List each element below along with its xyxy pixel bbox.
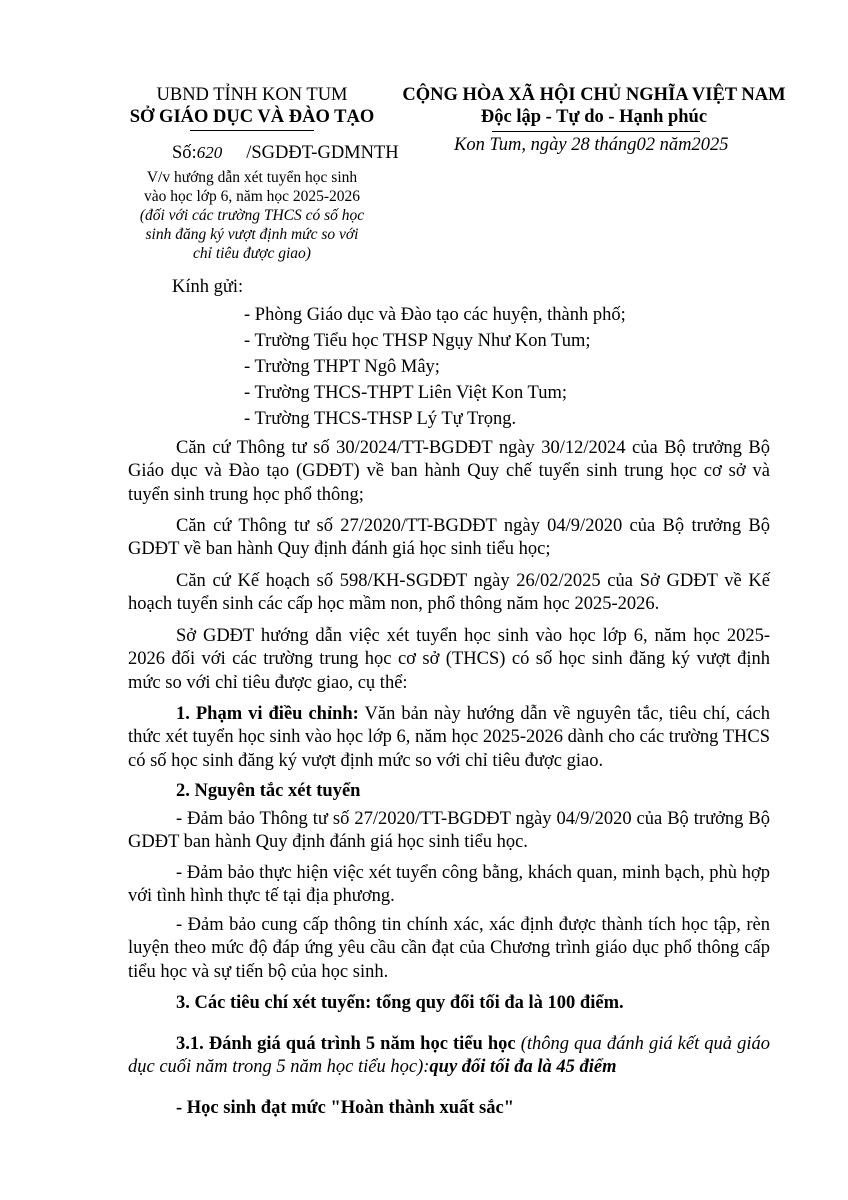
section-3-title: 3. Các tiêu chí xét tuyển: tổng quy đổi tối đa là 100 điểm. <box>176 993 624 1013</box>
subject-line-4: sinh đăng ký vượt định mức so với <box>145 226 359 243</box>
recipient-item: - Trường THCS-THPT Liên Việt Kon Tum; <box>244 383 567 403</box>
section-3-1-title: 3.1. Đánh giá quá trình 5 năm học tiểu học <box>176 1034 516 1054</box>
greeting: Kính gửi: <box>172 277 244 297</box>
section-2-title: 2. Nguyên tắc xét tuyển <box>176 781 361 801</box>
date-year-label: năm <box>659 135 692 155</box>
motto-underline <box>492 131 700 132</box>
section-2-bullet-2: - Đảm bảo thực hiện việc xét tuyển công bằng, khách quan, minh bạch, phù hợp với tình hình thực tế tại địa phương. <box>128 863 770 907</box>
paragraph-guidance-intro: Sở GDĐT hướng dẫn việc xét tuyển học sinh vào học lớp 6, năm học 2025-2026 đối với các trường trung học cơ sở (THCS) có số học sinh đăng ký vượt định mức so với chỉ tiêu được giao, cụ thể: <box>128 626 770 693</box>
section-2-bullet-3: - Đảm bảo cung cấp thông tin chính xác, xác định được thành tích học tập, rèn luyện theo mức độ đáp ứng yêu cầu cần đạt của Chương trình giáo dục phổ thông cấp tiểu học và sự tiến bộ của học sinh. <box>128 915 770 982</box>
date-month-label: tháng <box>594 135 637 155</box>
national-motto <box>386 84 802 128</box>
recipient-item: - Trường Tiểu học THSP Ngụy Như Kon Tum; <box>244 331 591 351</box>
section-1-text: Văn bản này hướng dẫn về nguyên tắc, tiêu chí, cách thức xét tuyển học sinh vào học lớp 6, năm học 2025-2026 dành cho các trường THCS có số học sinh đăng ký vượt định mức so với chỉ tiêu được giao. <box>128 704 771 771</box>
section-3-1-note: (thông qua đánh giá kết quả giáo dục cuối năm trong 5 năm học tiểu học): <box>128 1034 770 1078</box>
section-2-bullet-1: - Đảm bảo Thông tư số 27/2020/TT-BGDĐT ngày 04/9/2020 của Bộ trưởng Bộ GDĐT ban hành Quy định đánh giá học sinh tiểu học. <box>128 809 770 853</box>
subject-line-2: vào học lớp 6, năm học 2025-2026 <box>143 188 361 205</box>
authority-underline <box>190 130 314 131</box>
section-1-title: 1. Phạm vi điều chỉnh: <box>176 704 359 724</box>
subject-line-1: V/v hướng dẫn xét tuyển học sinh <box>146 169 358 186</box>
doc-code: /SGDĐT-GDMNTH <box>246 143 399 163</box>
paragraph-legal-basis-3: Căn cứ Kế hoạch số 598/KH-SGDĐT ngày 26/02/2025 của Sở GDĐT về Kế hoạch tuyển sinh các cấp học mầm non, phổ thông năm học 2025-2026. <box>128 571 770 615</box>
authority-name: SỞ GIÁO DỤC VÀ ĐÀO TẠO <box>129 107 375 127</box>
issuing-authority <box>118 84 386 128</box>
section-1-scope <box>128 703 770 773</box>
paragraph-legal-basis-2: Căn cứ Thông tư số 27/2020/TT-BGDĐT ngày 04/9/2020 của Bộ trưởng Bộ GDĐT về ban hành Quy định đánh giá học sinh tiểu học; <box>128 516 770 560</box>
paragraph-legal-basis-1: Căn cứ Thông tư số 30/2024/TT-BGDĐT ngày 30/12/2024 của Bộ trưởng Bộ Giáo dục và Đào tạo (GDĐT) về ban hành Quy chế tuyển sinh trung học cơ sở và tuyển sinh trung học phổ thông; <box>128 438 770 505</box>
recipient-list <box>244 302 626 432</box>
document-number <box>172 142 399 164</box>
section-3-1 <box>128 1033 770 1080</box>
date-year: 2025 <box>691 135 729 155</box>
section-3-1-max-points: quy đổi tối đa là 45 điểm <box>429 1057 617 1078</box>
doc-number-value: 620 <box>196 143 223 162</box>
subject-line-5: chỉ tiêu được giao) <box>193 245 311 262</box>
doc-number-prefix: Số: <box>172 143 197 163</box>
subject-block <box>102 168 402 263</box>
recipient-item: - Phòng Giáo dục và Đào tạo các huyện, thành phố; <box>244 305 626 325</box>
authority-parent: UBND TỈNH KON TUM <box>156 85 348 105</box>
recipient-item: - Trường THPT Ngô Mây; <box>244 357 440 377</box>
date-place: Kon Tum, ngày <box>454 135 567 155</box>
subject-line-3: (đối với các trường THCS có số học <box>139 207 365 224</box>
issue-date <box>454 134 728 156</box>
motto: Độc lập - Tự do - Hạnh phúc <box>480 107 708 127</box>
date-month: 02 <box>636 135 655 155</box>
date-day: 28 <box>571 135 590 155</box>
country-name: CỘNG HÒA XÃ HỘI CHỦ NGHĨA VIỆT NAM <box>402 85 786 105</box>
section-3-1-bullet: - Học sinh đạt mức "Hoàn thành xuất sắc" <box>176 1098 514 1118</box>
recipient-item: - Trường THCS-THSP Lý Tự Trọng. <box>244 409 517 429</box>
